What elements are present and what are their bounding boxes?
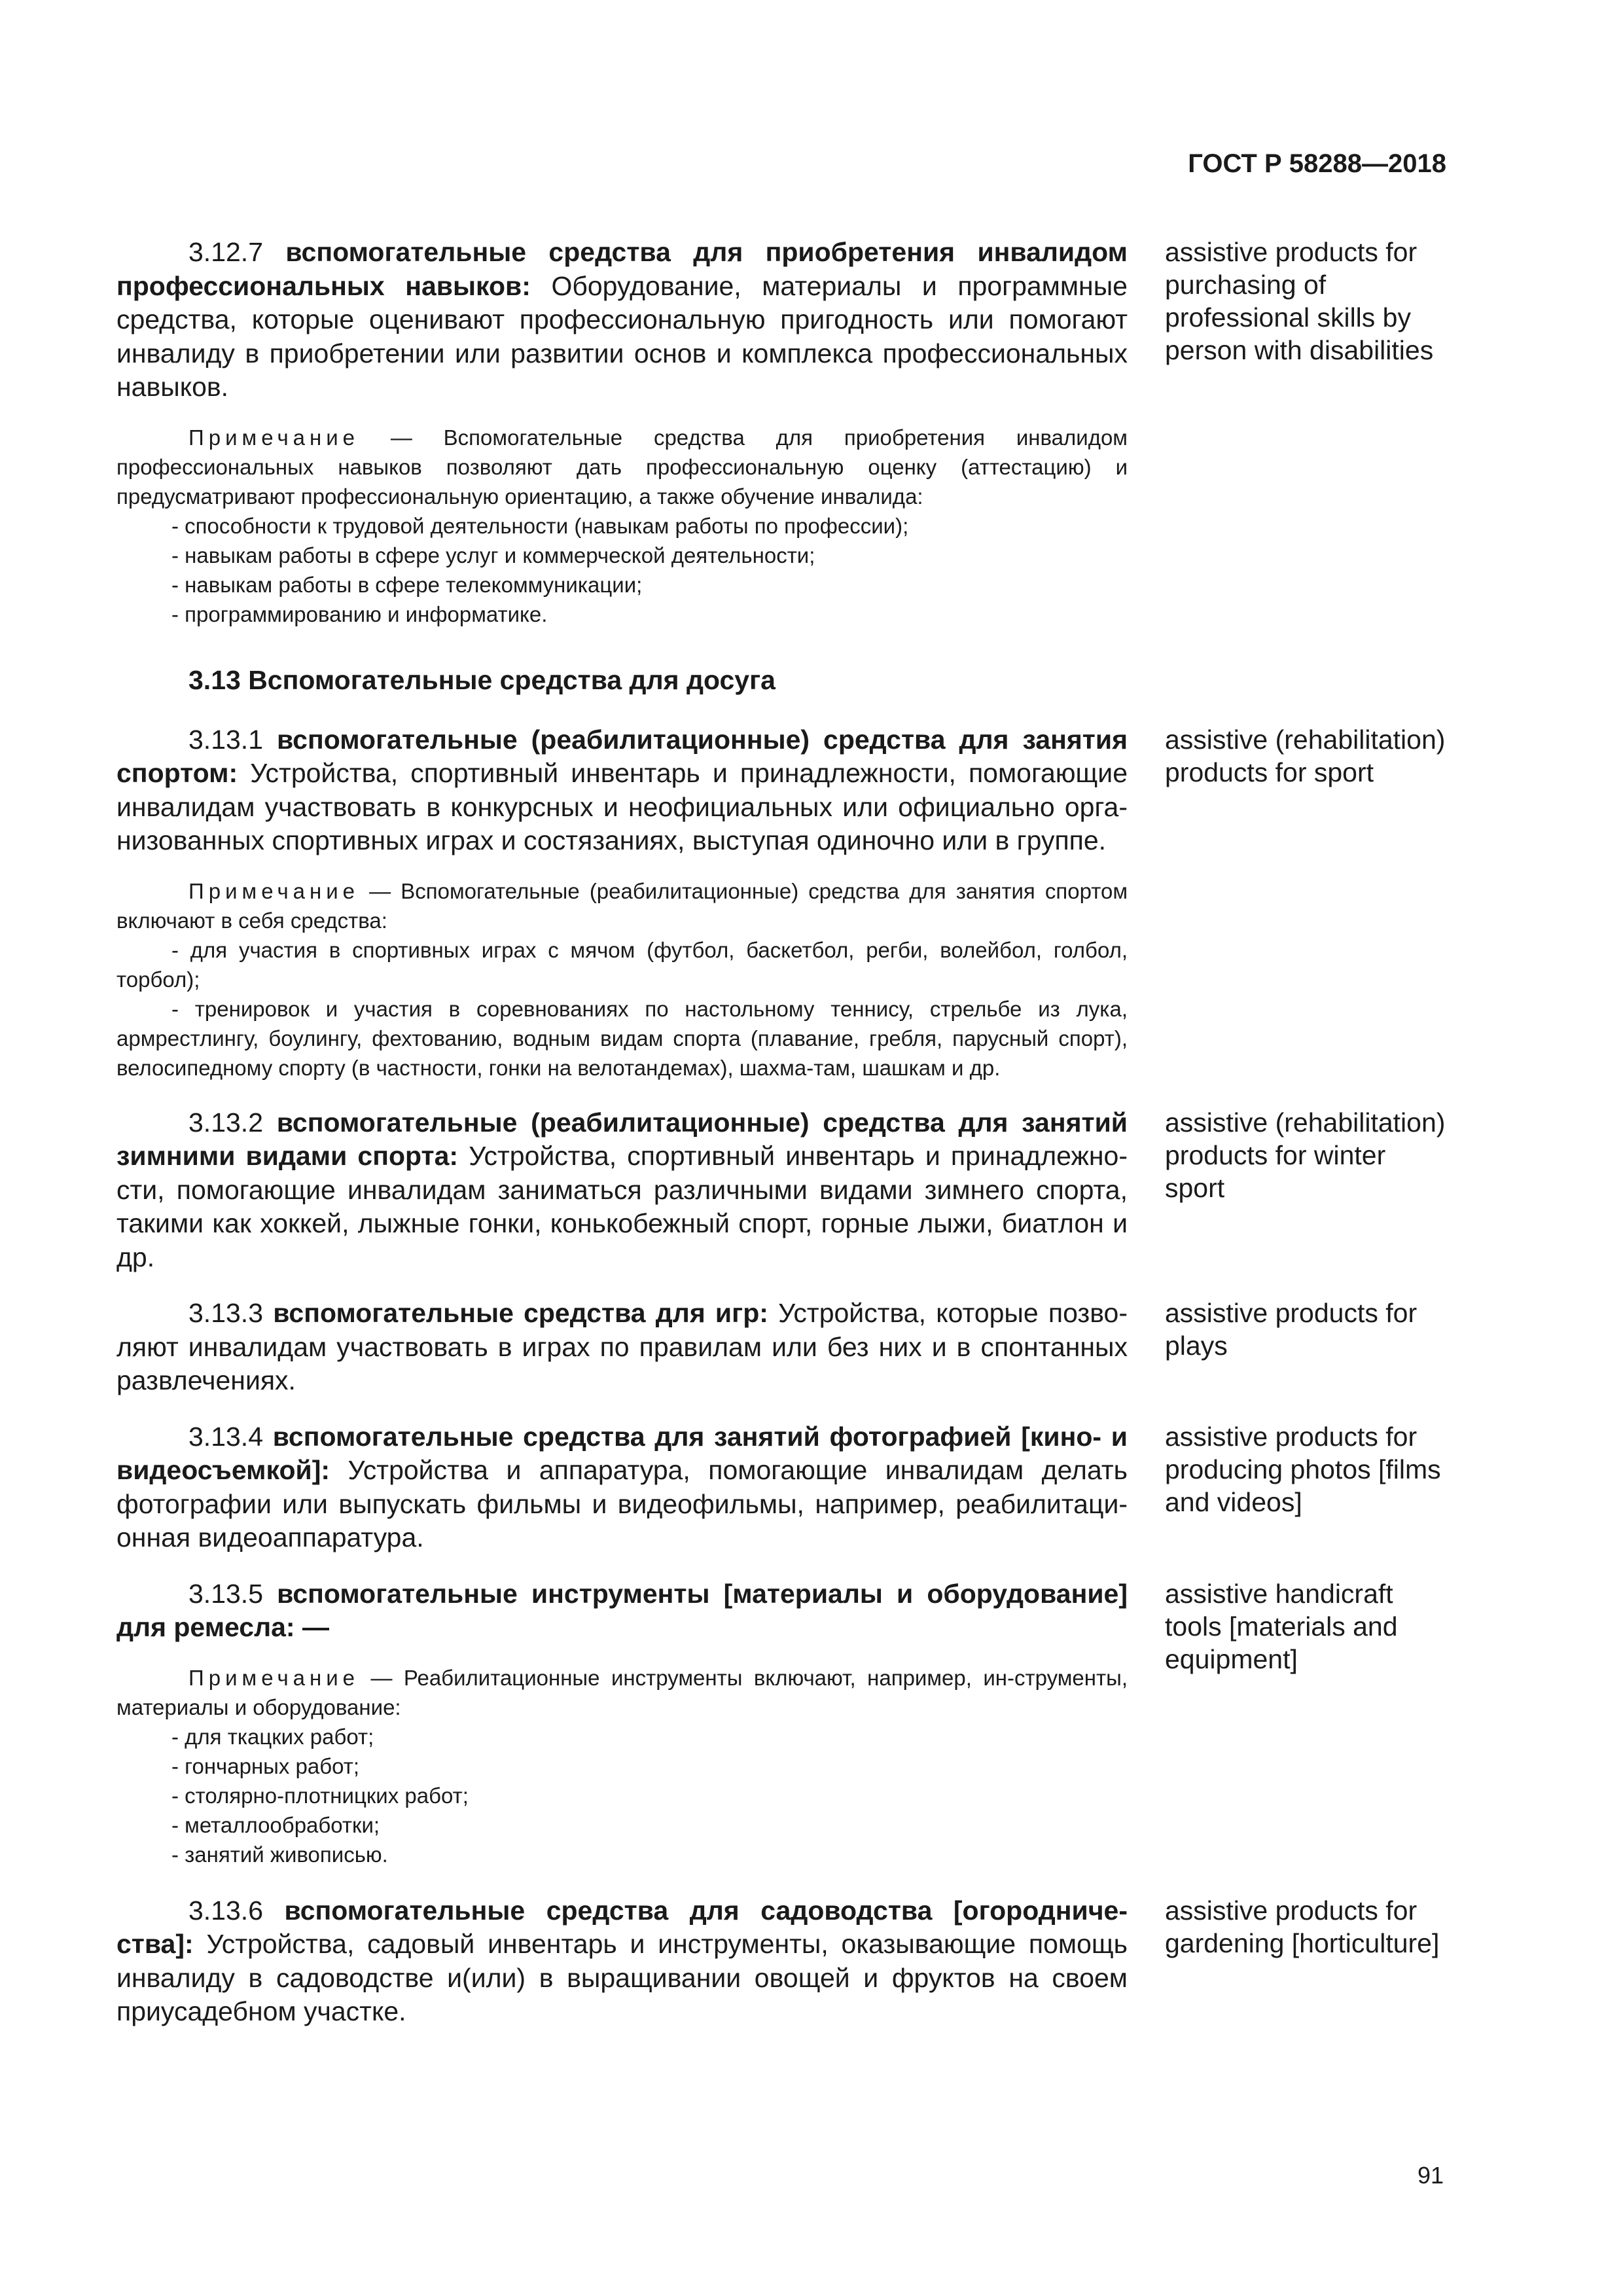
term-title: вспомогательные средства для садоводства [огородниче-ства]: — [116, 1895, 1128, 1959]
term-number: 3.13.4 — [188, 1421, 263, 1452]
term-entry-3-12-7 — [116, 236, 1446, 404]
note-list-item: - занятий живописью. — [171, 1842, 388, 1867]
english-equivalent: assistive (rehabilitation) products for winter sport — [1165, 1107, 1446, 1203]
note-label: Примечание — [188, 878, 360, 903]
term-number: 3.13.1 — [188, 724, 263, 755]
term-entry-3-13-6 — [116, 1894, 1446, 2029]
note-text: — Вспомогательные (реабилитационные) средства для занятия спортом включают в себя средства: — [116, 878, 1128, 933]
note-list-item: - для ткацких работ; — [171, 1724, 374, 1749]
note-text: — Вспомогательные средства для приобретения инвалидом профессиональных навыков позволяют дать профессиональную оценку (аттестацию) и предусматривают профессиональную ориентацию, а также обучение инвалида: — [116, 425, 1128, 509]
term-description: Устройства и аппаратура, помогающие инвалидам делать фотографии или выпускать фильмы и видеофильмы, например, реабилитаци-онная видеоаппаратура. — [116, 1455, 1128, 1552]
note-list-item: - навыкам работы в сфере услуг и коммерческой деятельности; — [171, 543, 815, 567]
term-description: Устройства, которые позво-ляют инвалидам участвовать в играх по правилам или без них и в спонтанных развлечениях. — [116, 1298, 1128, 1395]
section-heading: 3.13 Вспомогательные средства для досуга — [188, 664, 776, 695]
term-entry-3-13-5 — [116, 1577, 1446, 1869]
term-definition — [116, 1577, 1128, 1645]
term-title: вспомогательные средства для игр: — [273, 1298, 768, 1328]
term-entry-3-13-3 — [116, 1297, 1446, 1398]
term-title: вспомогательные инструменты [материалы и оборудование] для ремесла: — — [116, 1578, 1128, 1642]
note-list-item: - программированию и информатике. — [171, 601, 548, 626]
term-definition — [116, 1894, 1128, 2029]
term-title: вспомогательные (реабилитационные) средства для занятий зимними видами спорта: — [116, 1107, 1128, 1171]
note-label: Примечание — [188, 425, 360, 450]
english-equivalent: assistive handicraft tools [materials and equipment] — [1165, 1578, 1398, 1674]
page-content — [116, 236, 1446, 2029]
note-3-13-1 — [116, 876, 1128, 1083]
term-title: вспомогательные (реабилитационные) средства для занятия спортом: — [116, 724, 1128, 788]
english-equivalent: assistive products for purchasing of professional skills by person with disabilities — [1165, 237, 1434, 365]
note-list-item: - тренировок и участия в соревнованиях по настольному теннису, стрельбе из лука, армрестлингу, боулингу, фехтованию, водным видам спорта (плавание, гребля, парусный спорт), велосипедному спорту (в частности, гонки на велотандемах), шахма-там, шашкам и др. — [116, 996, 1128, 1080]
note-3-13-5 — [116, 1663, 1128, 1869]
term-number: 3.12.7 — [188, 237, 263, 267]
english-equivalent: assistive products for plays — [1165, 1298, 1418, 1361]
note-list-item: - для участия в спортивных играх с мячом (футбол, баскетбол, регби, волейбол, голбол, торбол); — [116, 937, 1128, 992]
note-list-item: - столярно-плотницких работ; — [171, 1783, 469, 1808]
term-title: вспомогательные средства для занятий фотографией [кино- и видеосъемкой]: — [116, 1421, 1128, 1485]
term-description: Устройства, спортивный инвентарь и принадлежно-сти, помогающие инвалидам заниматься различными видами зимнего спорта, такими как хоккей, лыжные гонки, конькобежный спорт, горные лыжи, биатлон и др. — [116, 1141, 1128, 1272]
english-equivalent: assistive products for gardening [horticulture] — [1165, 1895, 1440, 1958]
term-entry-3-13-1 — [116, 723, 1446, 858]
term-number: 3.13.6 — [188, 1895, 263, 1926]
note-3-12-7 — [116, 423, 1128, 629]
term-definition — [116, 1106, 1128, 1275]
term-title: вспомогательные средства для приобретения инвалидом профессиональных навыков: — [116, 237, 1128, 301]
note-list-item: - навыкам работы в сфере телекоммуникации; — [171, 572, 643, 597]
english-equivalent: assistive (rehabilitation) products for sport — [1165, 724, 1446, 787]
term-number: 3.13.2 — [188, 1107, 263, 1138]
term-entry-3-13-2 — [116, 1106, 1446, 1275]
term-number: 3.13.3 — [188, 1298, 263, 1328]
term-description: Устройства, спортивный инвентарь и принадлежности, помогающие инвалидам участвовать в конкурсных и неофициальных или официально орга-низованных спортивных играх и состязаниях, выступая одиночно или в группе. — [116, 758, 1128, 855]
term-description: Устройства, садовый инвентарь и инструменты, оказывающие помощь инвалиду в садоводстве и(или) в выращивании овощей и фруктов на своем приусадебном участке. — [116, 1929, 1128, 2026]
note-label: Примечание — [188, 1665, 360, 1690]
english-equivalent: assistive products for producing photos [films and videos] — [1165, 1421, 1441, 1517]
note-text: — Реабилитационные инструменты включают, например, ин-струменты, материалы и оборудование: — [116, 1665, 1128, 1719]
note-list-item: - металлообработки; — [171, 1812, 380, 1837]
page-number: 91 — [1417, 2162, 1444, 2189]
note-list-item: - гончарных работ; — [171, 1753, 360, 1778]
term-definition — [116, 1297, 1128, 1398]
term-description: Оборудование, материалы и программные средства, которые оценивают профессиональную пригодность или помогают инвалиду в приобретении или развитии основ и комплекса профессиональных навыков. — [116, 270, 1128, 402]
term-definition — [116, 236, 1128, 404]
note-list-item: - способности к трудовой деятельности (навыкам работы по профессии); — [171, 513, 909, 538]
document-header: ГОСТ Р 58288—2018 — [1188, 149, 1446, 178]
term-definition — [116, 723, 1128, 858]
term-definition — [116, 1420, 1128, 1555]
term-entry-3-13-4 — [116, 1420, 1446, 1555]
term-number: 3.13.5 — [188, 1578, 263, 1609]
